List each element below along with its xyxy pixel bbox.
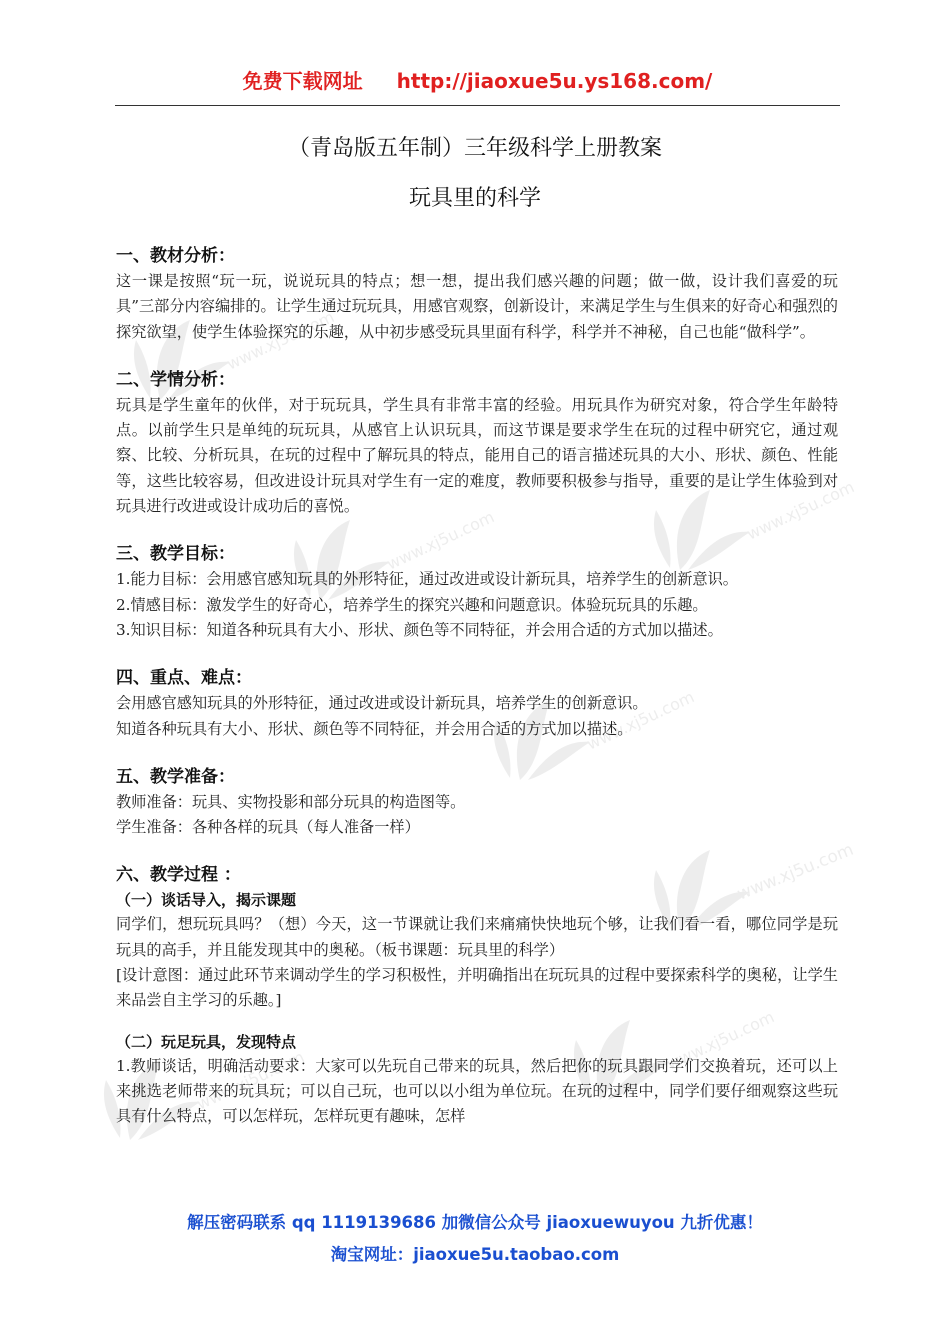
- goal-item: 3.知识目标：知道各种玩具有大小、形状、颜色等不同特征，并会用合适的方式加以描述。: [116, 620, 723, 639]
- svg-text:www.xj5u.com: www.xj5u.com: [383, 507, 498, 574]
- document-body: [116, 243, 838, 1130]
- download-url-link[interactable]: http://jiaoxue5u.ys168.com/: [396, 69, 713, 93]
- sub-heading: （二）玩足玩具，发现特点: [116, 1032, 297, 1051]
- paragraph: 这一课是按照“玩一玩，说说玩具的特点；想一想，提出我们感兴趣的问题；做一做，设计我们喜爱的玩具”三部分内容编排的。让学生通过玩玩具，用感官观察，创新设计，来满足学生与生俱来的好奇心和强烈的探究欲望，使学生体验探究的乐趣，从中初步感受玩具里面有科学，科学并不神秘，自己也能“做科学”。: [116, 272, 838, 341]
- section-heading: 四、重点、难点：: [116, 668, 252, 689]
- goal-item: 1.能力目标：会用感官感知玩具的外形特征，通过改进或设计新玩具，培养学生的创新意识。: [116, 570, 738, 589]
- preparation-item: 教师准备：玩具、实物投影和部分玩具的构造图等。: [116, 792, 466, 811]
- svg-text:www.xj5u.com: www.xj5u.com: [734, 839, 857, 905]
- section-heading: 五、教学准备：: [116, 766, 235, 787]
- document-title: （青岛版五年制）三年级科学上册教案: [287, 136, 662, 161]
- download-label: 免费下载网址: [242, 69, 363, 93]
- footer-contact: 解压密码联系 qq 1119139686 加微信公众号 jiaoxuewuyou 九折优惠！: [187, 1213, 763, 1232]
- svg-text:www.xj5u.com: www.xj5u.com: [193, 1047, 308, 1114]
- design-note: [设计意图：通过此环节来调动学生的学习积极性，并明确指出在玩玩具的过程中要探索科学的奥秘，让学生来品尝自主学习的乐趣。]: [116, 966, 838, 1010]
- preparation-item: 学生准备：各种各样的玩具（每人准备一样）: [116, 818, 420, 837]
- paragraph: 1.教师谈话，明确活动要求：大家可以先玩自己带来的玩具，然后把你的玩具跟同学们交换着玩，还可以上来挑选老师带来的玩具玩；可以自己玩，也可以以小组为单位玩。在玩的过程中，同学们要仔细观察这些玩具有什么特点，可以怎样玩，怎样玩更有趣味，怎样: [116, 1056, 838, 1126]
- section-heading: 六、教学过程 ：: [116, 865, 241, 886]
- paragraph: 玩具是学生童年的伙伴，对于玩玩具，学生具有非常丰富的经验。用玩具作为研究对象，符合学生年龄特点。以前学生只是单纯的玩玩具，从感官上认识玩具，而这节课是要求学生在玩的过程中研究它，通过观察、比较、分析玩具，在玩的过程中了解玩具的特点，能用自己的语言描述玩具的大小、形状、颜色、性能等，这些比较容易，但改进设计玩具对学生有一定的难度，教师要积极参与指导，重要的是让学生体验到对玩具进行改进或设计成功后的喜悦。: [116, 395, 838, 516]
- paragraph: 同学们，想玩玩具吗？（想）今天，这一节课就让我们来痛痛快快地玩个够，让我们看一看，哪位同学是玩玩具的高手，并且能发现其中的奥秘。（板书课题：玩具里的科学）: [116, 915, 838, 959]
- goal-item: 2.情感目标：激发学生的好奇心，培养学生的探究兴趣和问题意识。体验玩玩具的乐趣。: [116, 595, 708, 614]
- svg-text:www.xj5u.com: www.xj5u.com: [223, 307, 338, 374]
- svg-text:www.xj5u.com: www.xj5u.com: [663, 1007, 778, 1074]
- download-header: [115, 66, 840, 106]
- key-point-item: 会用感官感知玩具的外形特征，通过改进或设计新玩具，培养学生的创新意识。: [116, 694, 648, 713]
- document-subtitle: 玩具里的科学: [408, 186, 541, 211]
- key-point-item: 知道各种玩具有大小、形状、颜色等不同特征，并会用合适的方式加以描述。: [116, 719, 633, 738]
- svg-text:www.xj5u.com: www.xj5u.com: [743, 477, 858, 544]
- section-heading: 二、学情分析：: [116, 369, 235, 390]
- footer-shop-link[interactable]: 淘宝网址：jiaoxue5u.taobao.com: [330, 1245, 620, 1264]
- sub-heading: （一）谈话导入，揭示课题: [116, 891, 297, 910]
- section-heading: 三、教学目标：: [116, 544, 235, 565]
- section-heading: 一、教材分析：: [116, 246, 235, 266]
- svg-text:www.xj5u.com: www.xj5u.com: [583, 687, 698, 754]
